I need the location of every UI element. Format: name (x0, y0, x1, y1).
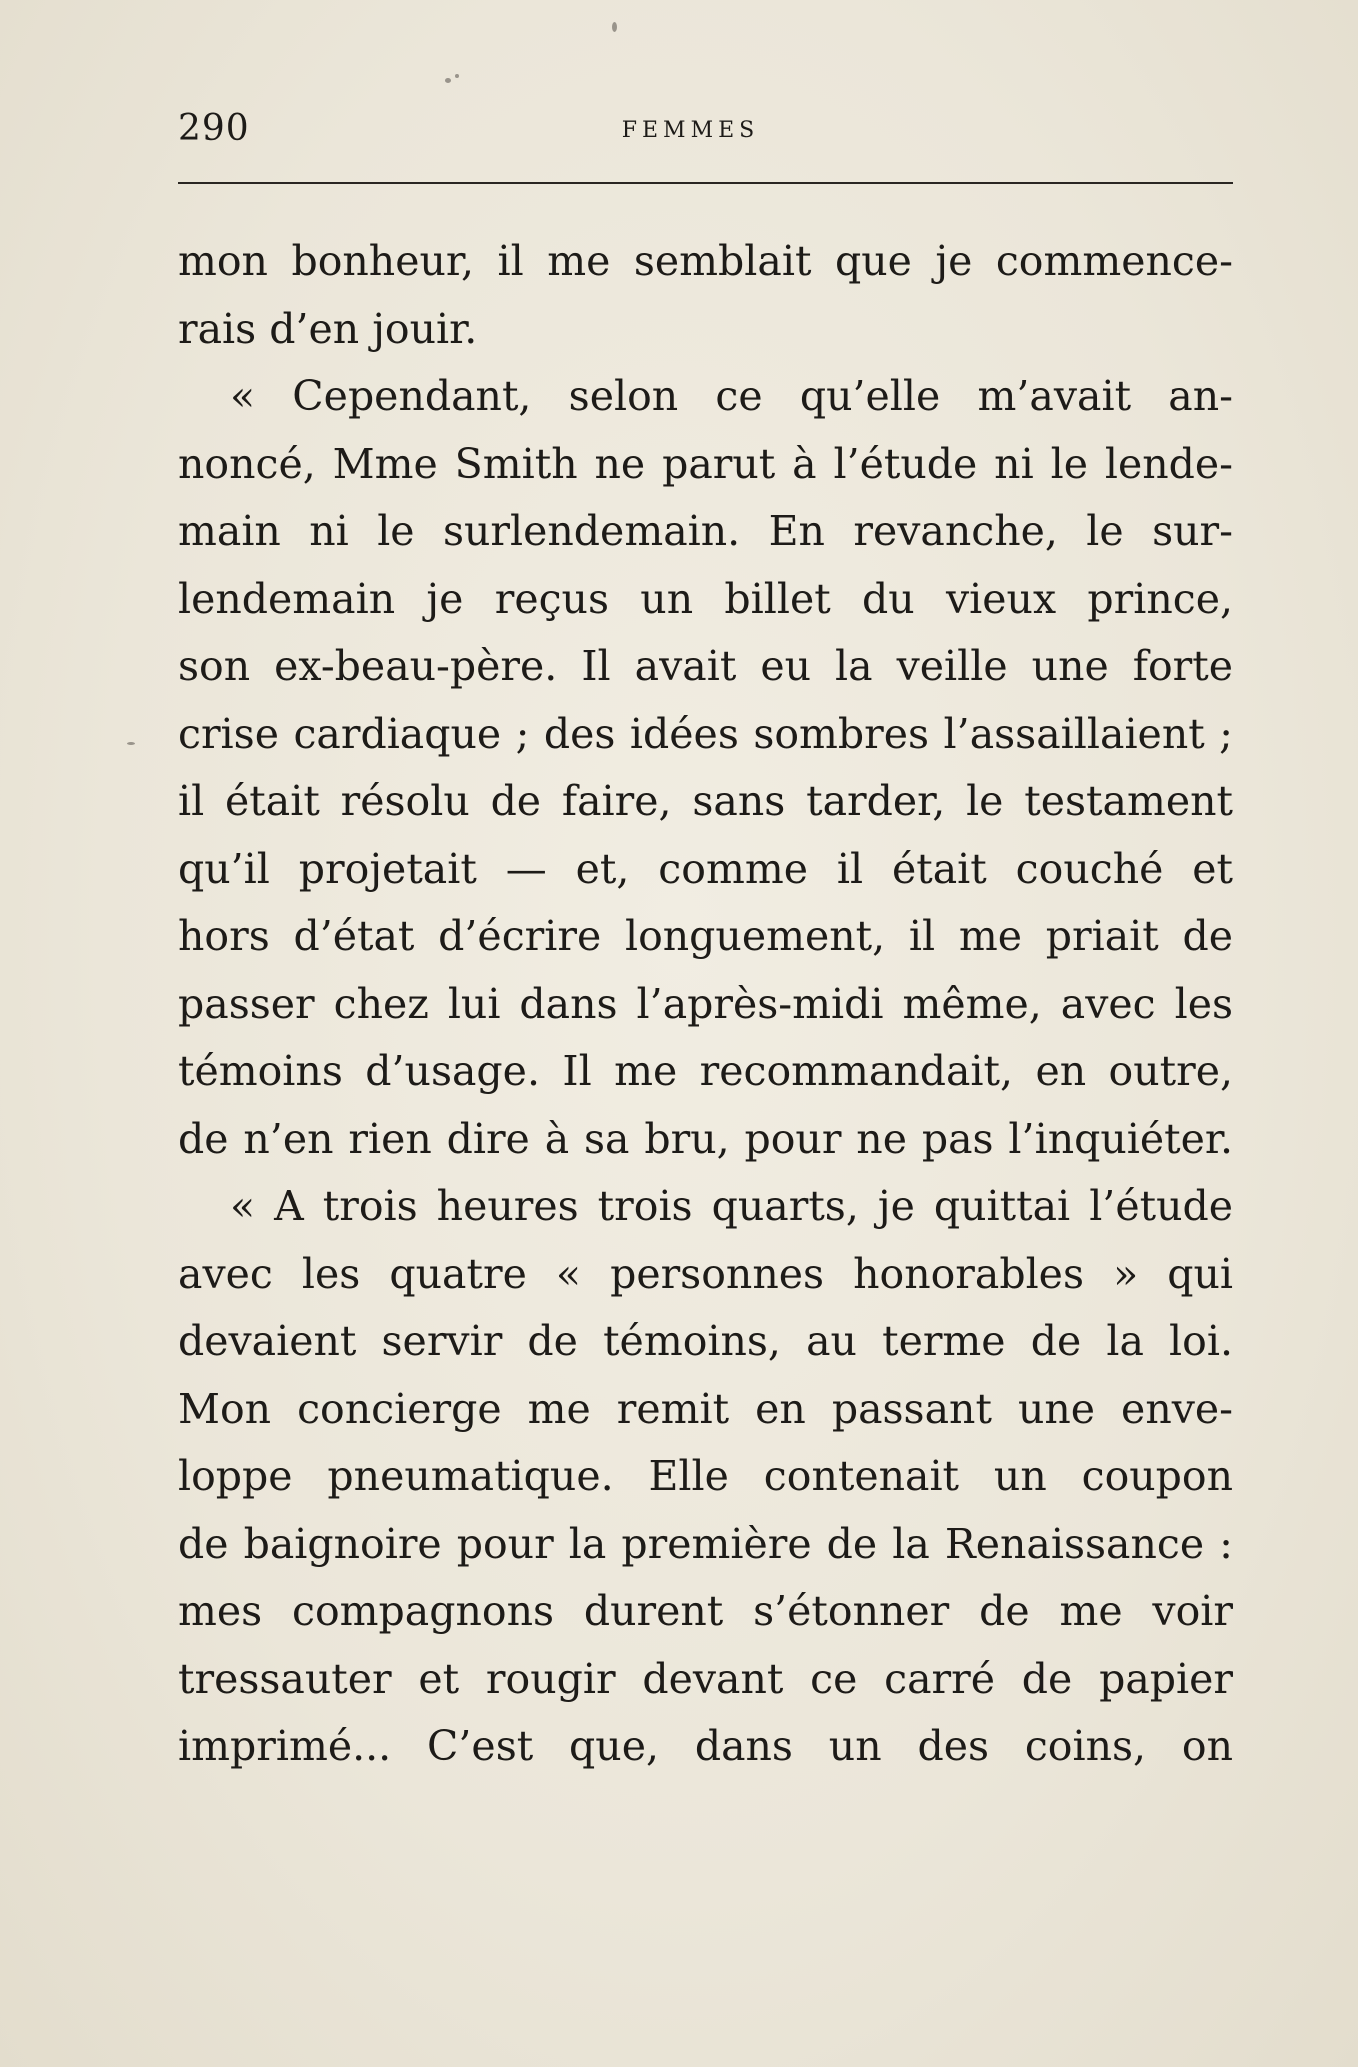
text-line: noncé, Mme Smith ne parut à l’étude ni le lende- (178, 439, 1233, 488)
text-line: « Cependant, selon ce qu’elle m’avait an- (230, 372, 1233, 420)
body-text (178, 228, 1233, 1781)
page-number: 290 (178, 108, 250, 149)
text-line: qu’il projetait — et, comme il était couché et (178, 844, 1233, 893)
text-line: lendemain je reçus un billet du vieux prince, (178, 574, 1233, 623)
text-line: de baignoire pour la première de la Renaissance : (178, 1519, 1233, 1568)
text-line: témoins d’usage. Il me recommandait, en outre, (178, 1047, 1233, 1095)
text-line: passer chez lui dans l’après-midi même, avec les (178, 979, 1233, 1028)
text-line: imprimé... C’est que, dans un des coins, on (178, 1722, 1233, 1770)
text-line: loppe pneumatique. Elle contenait un coupon (178, 1452, 1233, 1500)
header-rule (178, 182, 1233, 184)
text-line: de n’en rien dire à sa bru, pour ne pas l’inquiéter. (178, 1114, 1233, 1163)
text-line: devaient servir de témoins, au terme de la loi. (178, 1317, 1233, 1365)
ink-speck (127, 742, 135, 745)
text-line: main ni le surlendemain. En revanche, le sur- (178, 507, 1233, 555)
text-line: avec les quatre « personnes honorables » qui (178, 1249, 1233, 1298)
text-line: crise cardiaque ; des idées sombres l’assaillaient ; (178, 709, 1233, 758)
ink-speck (612, 22, 617, 32)
text-line: hors d’état d’écrire longuement, il me priait de (178, 912, 1233, 960)
text-line: son ex-beau-père. Il avait eu la veille une forte (178, 642, 1233, 690)
text-line: rais d’en jouir. (178, 304, 478, 353)
text-line: mes compagnons durent s’étonner de me voir (178, 1587, 1233, 1635)
text-line: « A trois heures trois quarts, je quittai l’étude (230, 1182, 1233, 1230)
page-header (178, 108, 1233, 158)
running-title: FEMMES (621, 118, 760, 143)
text-line: il était résolu de faire, sans tarder, le testament (178, 777, 1233, 825)
text-line: Mon concierge me remit en passant une enve- (178, 1384, 1233, 1433)
ink-speck (445, 78, 451, 83)
text-line: tressauter et rougir devant ce carré de papier (178, 1654, 1233, 1703)
text-line: mon bonheur, il me semblait que je commence- (178, 237, 1233, 285)
ink-speck (455, 74, 459, 78)
